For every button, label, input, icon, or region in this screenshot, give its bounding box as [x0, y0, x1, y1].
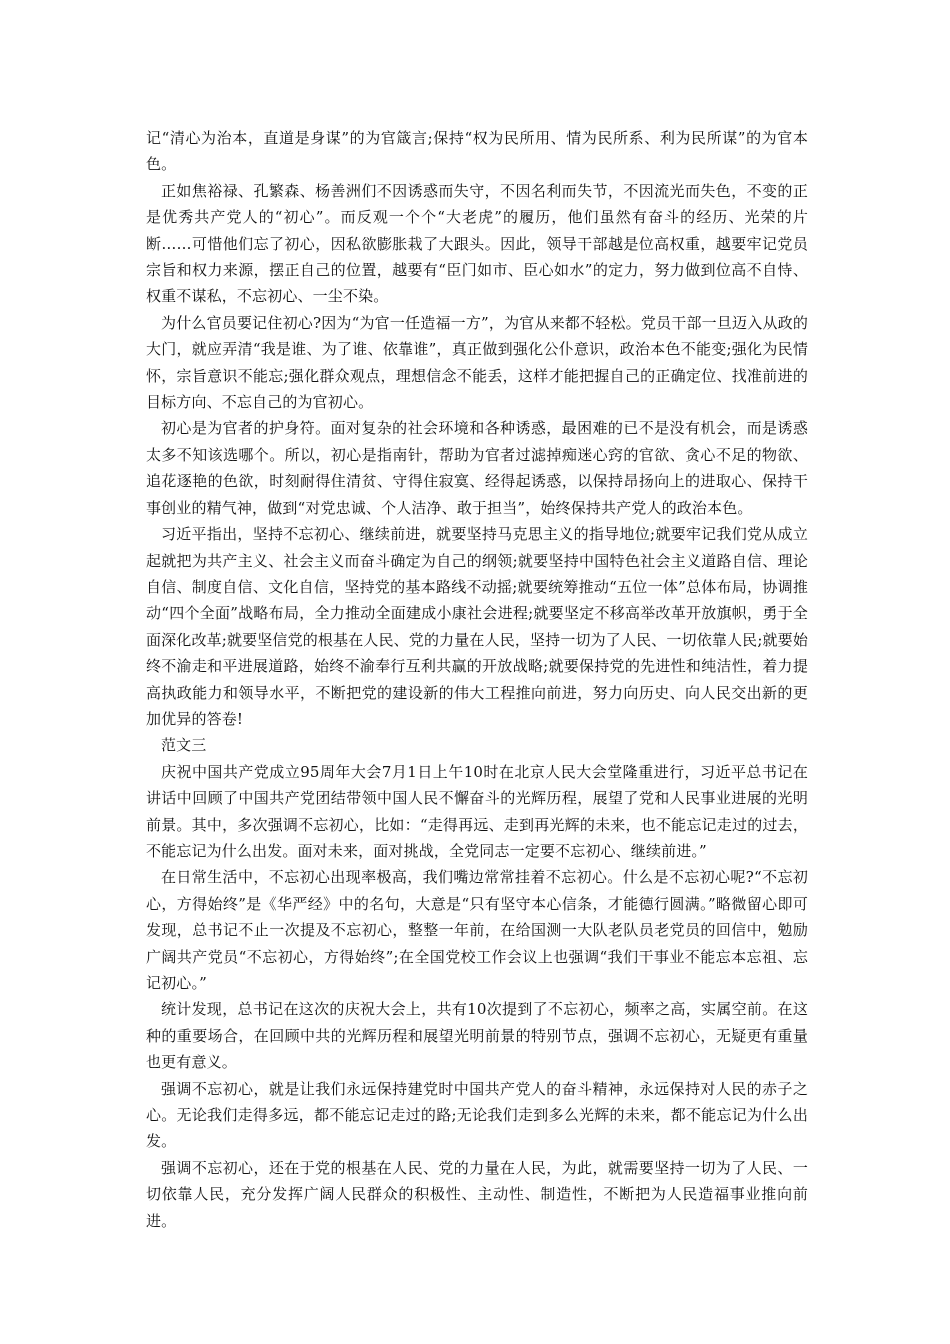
document-page — [146, 125, 808, 1234]
paragraph: 统计发现，总书记在这次的庆祝大会上，共有10次提到了不忘初心，频率之高，实属空前。在这种的重要场合，在回顾中共的光辉历程和展望光明前景的特别节点，强调不忘初心，无疑更有重量也更有意义。 — [146, 1000, 808, 1072]
paragraph-continued: 记“清心为治本，直道是身谋”的为官箴言;保持“权为民所用、情为民所系、利为民所谋”的为官本色。 — [146, 129, 808, 174]
paragraph: 习近平指出，坚持不忘初心、继续前进，就要坚持马克思主义的指导地位;就要牢记我们党从成立起就把为共产主义、社会主义而奋斗确定为自己的纲领;就要坚持中国特色社会主义道路自信、理论自信、制度自信、文化自信，坚持党的基本路线不动摇;就要统筹推动“五位一体”总体布局，协调推动“四个全面”战略布局，全力推动全面建成小康社会进程;就要坚定不移高举改革开放旗帜，勇于全面深化改革;就要坚信党的根基在人民、党的力量在人民，坚持一切为了人民、一切依靠人民;就要始终不渝走和平进展道路，始终不渝奉行互利共赢的开放战略;就要保持党的先进性和纯洁性，着力提高执政能力和领导水平，不断把党的建设新的伟大工程推向前进，努力向历史、向人民交出新的更加优异的答卷! — [146, 525, 808, 728]
paragraph: 正如焦裕禄、孔繁森、杨善洲们不因诱惑而失守，不因名利而失节，不因流光而失色，不变的正是优秀共产党人的“初心”。而反观一个个“大老虎”的履历，他们虽然有奋斗的经历、光荣的片断……可惜他们忘了初心，因私欲膨胀栽了大跟头。因此，领导干部越是位高权重，越要牢记党员宗旨和权力来源，摆正自己的位置，越要有“臣门如市、臣心如水”的定力，努力做到位高不自恃、权重不谋私，不忘初心、一尘不染。 — [146, 181, 808, 306]
paragraph: 庆祝中国共产党成立95周年大会7月1日上午10时在北京人民大会堂隆重进行，习近平总书记在讲话中回顾了中国共产党团结带领中国人民不懈奋斗的光辉历程，展望了党和人民事业进展的光明前景。其中，多次强调不忘初心，比如：“走得再远、走到再光辉的未来，也不能忘记走过的过去，不能忘记为什么出发。面对未来，面对挑战，全党同志一定要不忘初心、继续前进。” — [146, 762, 808, 860]
paragraph: 为什么官员要记住初心?因为“为官一任造福一方”，为官从来都不轻松。党员干部一旦迈入从政的大门，就应弄清“我是谁、为了谁、依靠谁”，真正做到强化公仆意识，政治本色不能变;强化为民情怀，宗旨意识不能忘;强化群众观点，理想信念不能丢，这样才能把握自己的正确定位、找准前进的目标方向、不忘自己的为官初心。 — [146, 313, 808, 412]
paragraph: 强调不忘初心，就是让我们永远保持建党时中国共产党人的奋斗精神，永远保持对人民的赤子之心。无论我们走得多远，都不能忘记走过的路;无论我们走到多么光辉的未来，都不能忘记为什么出发。 — [146, 1079, 808, 1151]
paragraph: 在日常生活中，不忘初心出现率极高，我们嘴边常常挂着不忘初心。什么是不忘初心呢?“不忘初心，方得始终”是《华严经》中的名句，大意是“只有坚守本心信条，才能德行圆满。”略微留心即可发现，总书记不止一次提及不忘初心，整整一年前，在给国测一大队老队员老党员的回信中，勉励广阔共产党员“不忘初心，方得始终”;在全国党校工作会议上也强调“我们干事业不能忘本忘祖、忘记初心。” — [146, 868, 808, 992]
section-heading: 范文三 — [161, 736, 207, 755]
paragraph: 初心是为官者的护身符。面对复杂的社会环境和各种诱惑，最困难的已不是没有机会，而是诱惑太多不知该选哪个。所以，初心是指南针，帮助为官者过滤掉痴迷心窍的官欲、贪心不足的物欲、追花逐艳的色欲，时刻耐得住清贫、守得住寂寞、经得起诱惑，以保持昂扬向上的进取心、保持干事创业的精气神，做到“对党忠诚、个人洁净、敢于担当”，始终保持共产党人的政治本色。 — [146, 419, 808, 517]
paragraph: 强调不忘初心，还在于党的根基在人民、党的力量在人民，为此，就需要坚持一切为了人民、一切依靠人民，充分发挥广阔人民群众的积极性、主动性、制造性，不断把为人民造福事业推向前进。 — [146, 1158, 808, 1230]
